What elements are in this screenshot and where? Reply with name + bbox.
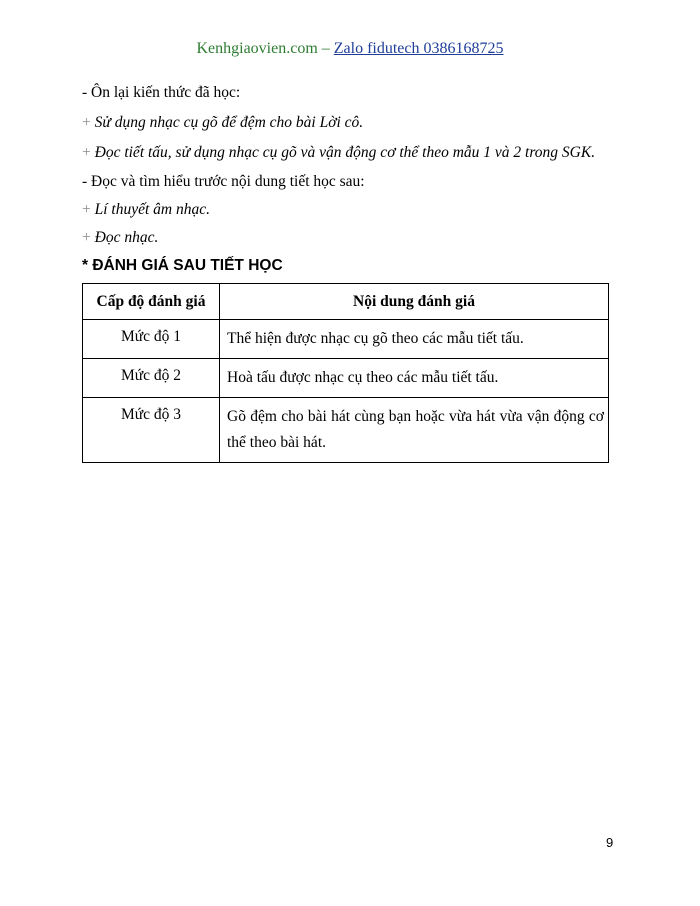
assessment-heading: * ĐÁNH GIÁ SAU TIẾT HỌC — [82, 257, 283, 274]
header-contact-link[interactable]: Zalo fidutech 0386168725 — [333, 40, 504, 57]
review-intro: - Ôn lại kiến thức đã học: — [82, 84, 241, 101]
assessment-table — [82, 283, 609, 463]
review-item — [82, 114, 363, 132]
header-separator: – — [317, 40, 334, 57]
review-item — [82, 144, 595, 162]
bullet-plus: + — [82, 144, 95, 161]
bullet-plus: + — [82, 114, 95, 131]
level-cell: Mức độ 1 — [83, 320, 220, 359]
content-cell: Thể hiện được nhạc cụ gõ theo các mẫu tiết tấu. — [220, 320, 609, 359]
preview-item-text: Đọc nhạc. — [94, 229, 159, 246]
content-cell: Hoà tấu được nhạc cụ theo các mẫu tiết tấu. — [220, 359, 609, 398]
review-item-text: Đọc tiết tấu, sử dụng nhạc cụ gõ và vận động cơ thể theo mẫu 1 và 2 trong SGK. — [94, 144, 596, 161]
table-row — [83, 320, 609, 359]
preview-item — [82, 229, 158, 247]
page-number: 9 — [606, 835, 614, 850]
page-header — [0, 40, 700, 58]
level-cell: Mức độ 3 — [83, 398, 220, 463]
content-cell: Gõ đệm cho bài hát cùng bạn hoặc vừa hát vừa vận động cơ thể theo bài hát. — [220, 398, 609, 463]
preview-item — [82, 201, 210, 219]
preview-item-text: Lí thuyết âm nhạc. — [94, 201, 210, 218]
table-row — [83, 398, 609, 463]
table-header-row — [83, 284, 609, 320]
bullet-plus: + — [82, 229, 95, 246]
bullet-plus: + — [82, 201, 95, 218]
level-cell: Mức độ 2 — [83, 359, 220, 398]
review-item-text: Sử dụng nhạc cụ gõ để đệm cho bài Lời cô. — [94, 114, 364, 131]
preview-intro: - Đọc và tìm hiểu trước nội dung tiết học sau: — [82, 173, 365, 190]
table-row — [83, 359, 609, 398]
header-site: Kenhgiaovien.com — [196, 40, 318, 57]
column-header-level: Cấp độ đánh giá — [83, 284, 220, 320]
column-header-content: Nội dung đánh giá — [220, 284, 609, 320]
